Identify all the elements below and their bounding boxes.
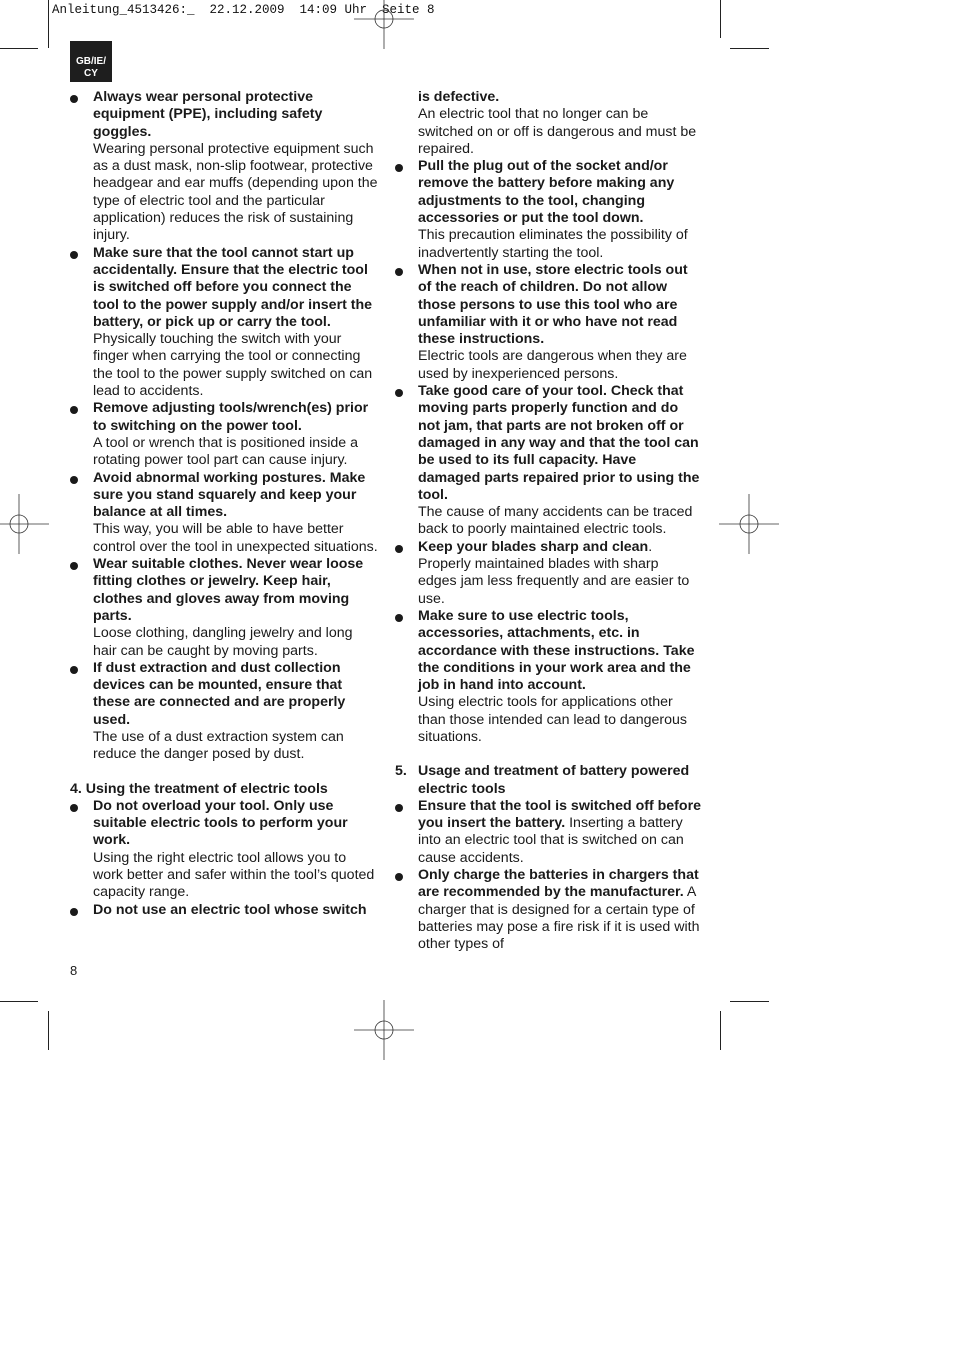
item-heading: Always wear personal protective equipment (PPE), including safety goggles. xyxy=(93,89,323,140)
bullet-icon xyxy=(70,251,78,259)
list-item xyxy=(70,470,378,556)
section-title: Usage and treatment of battery powered electric tools xyxy=(418,763,690,797)
bullet-icon xyxy=(70,476,78,484)
language-badge xyxy=(70,41,112,82)
item-heading: When not in use, store electric tools out of the reach of children. Do not allow those persons to use this tool who are unfamiliar with it or who have not read these instructions. xyxy=(418,261,688,348)
bullet-icon xyxy=(70,406,78,414)
item-text: Wearing personal protective equipment such as a dust mask, non-slip footwear, protective headgear and ear muffs (depending upon the type of electric tool and the particular application) reduces the risk of sustaining injury. xyxy=(93,140,378,244)
item-heading: Take good care of your tool. Check that moving parts properly function and do not jam, that parts are not broken off or damaged in any way and that the tool can be used to its full capacity. Have damaged parts repaired prior to using the tool. xyxy=(418,383,700,503)
item-text: The cause of many accidents can be traced back to poorly maintained electric tools. xyxy=(418,504,693,538)
bullet-icon xyxy=(70,95,78,103)
language-badge-line: CY xyxy=(84,68,98,79)
item-heading: Do not overload your tool. Only use suitable electric tools to perform your work. xyxy=(93,797,348,849)
item-heading: Avoid abnormal working postures. Make sure you stand squarely and keep your balance at all times. xyxy=(93,469,366,521)
crop-mark xyxy=(0,48,38,49)
registration-mark-icon xyxy=(719,494,779,554)
bullet-icon xyxy=(395,804,403,812)
list-item xyxy=(70,89,378,245)
item-text: Using the right electric tool allows you to work better and safer within the tool’s quoted capacity range. xyxy=(93,849,375,901)
registration-mark-icon xyxy=(354,1000,414,1060)
item-heading: Make sure to use electric tools, accessories, attachments, etc. in accordance with these instructions. Take the conditions in your work area and the job in hand into account. xyxy=(418,607,695,694)
item-text: Using electric tools for applications other than those intended can lead to dangerous situations. xyxy=(418,694,687,745)
item-heading: Make sure that the tool cannot start up accidentally. Ensure that the electric tool is switched off before you connect the tool to the power supply and/or insert the battery, or pick up or carry the tool. xyxy=(93,244,373,330)
bullet-icon xyxy=(395,545,403,553)
item-heading: Pull the plug out of the socket and/or remove the battery before making any adjustments to the tool, changing accessories or put the tool down. xyxy=(418,158,675,227)
list-item xyxy=(70,902,378,919)
crop-mark xyxy=(720,1011,721,1050)
item-text: Properly maintained blades with sharp edges jam less frequently and are easier to use. xyxy=(418,556,690,607)
bullet-icon xyxy=(70,908,78,916)
list-item xyxy=(70,245,378,401)
item-heading-suffix: . xyxy=(648,538,653,555)
item-text: A charger that is designed for a certain type of batteries may pose a fire risk if it is used with other types of xyxy=(418,884,700,953)
bullet-icon xyxy=(395,873,403,881)
list-item xyxy=(395,383,701,539)
crop-mark xyxy=(48,0,49,48)
section-number: 5. xyxy=(395,763,407,780)
continuation-heading: is defective. xyxy=(418,89,500,105)
bullet-icon xyxy=(70,562,78,570)
list-item xyxy=(395,798,701,867)
crop-mark xyxy=(730,48,769,49)
bullet-icon xyxy=(395,614,403,622)
language-badge-line: GB/IE/ xyxy=(75,56,106,67)
list-item xyxy=(395,262,701,383)
section-heading: 4. Using the treatment of electric tools xyxy=(70,780,328,797)
item-text: Electric tools are dangerous when they are used by inexperienced persons. xyxy=(418,348,687,382)
registration-mark-icon xyxy=(0,494,49,554)
item-text: Loose clothing, dangling jewelry and long hair can be caught by moving parts. xyxy=(93,625,353,659)
left-column xyxy=(70,89,378,919)
item-text: Inserting a battery into an electric tool that is switched on can cause accidents. xyxy=(418,815,684,866)
list-item xyxy=(395,867,701,953)
print-header: Anleitung_4513426:_ 22.12.2009 14:09 Uhr Seite 8 xyxy=(52,3,435,17)
right-column xyxy=(395,89,701,954)
bullet-icon xyxy=(70,804,78,812)
page-number: 8 xyxy=(70,963,78,978)
list-item xyxy=(70,660,378,764)
bullet-icon xyxy=(70,666,78,674)
item-text: This precaution eliminates the possibility of inadvertently starting the tool. xyxy=(418,227,688,261)
item-heading: Do not use an electric tool whose switch xyxy=(93,901,367,918)
item-text: A tool or wrench that is positioned inside a rotating power tool part can cause injury. xyxy=(93,434,358,469)
item-heading: Remove adjusting tools/wrench(es) prior to switching on the power tool. xyxy=(93,400,369,434)
list-item xyxy=(395,539,701,608)
bullet-icon xyxy=(395,389,403,397)
bullet-icon xyxy=(395,268,403,276)
item-heading: If dust extraction and dust collection devices can be mounted, ensure that these are connected and are properly used. xyxy=(93,659,346,728)
item-text: The use of a dust extraction system can reduce the danger posed by dust. xyxy=(93,728,344,763)
item-text: This way, you will be able to have better control over the tool in unexpected situations. xyxy=(93,521,378,555)
item-heading: Only charge the batteries in chargers that are recommended by the manufacturer. xyxy=(418,867,699,901)
continuation-text: An electric tool that no longer can be switched on or off is dangerous and must be repaired. xyxy=(418,106,697,157)
registration-mark-icon xyxy=(354,0,414,49)
crop-mark xyxy=(48,1011,49,1050)
list-item xyxy=(70,556,378,660)
list-item xyxy=(70,798,378,902)
list-item xyxy=(70,400,378,469)
list-item xyxy=(395,158,701,262)
item-heading: Wear suitable clothes. Never wear loose fitting clothes or jewelry. Keep hair, clothes and gloves away from moving parts. xyxy=(93,556,364,624)
crop-mark xyxy=(0,1001,38,1002)
bullet-icon xyxy=(395,164,403,172)
item-heading: Keep your blades sharp and clean xyxy=(418,538,649,555)
item-text: Physically touching the switch with your finger when carrying the tool or connecting the tool to the power supply switched on can lead to accidents. xyxy=(93,331,373,400)
crop-mark xyxy=(720,0,721,38)
item-heading: Ensure that the tool is switched off before you insert the battery. xyxy=(418,797,701,832)
list-item xyxy=(395,608,701,746)
section-heading xyxy=(395,763,701,798)
crop-mark xyxy=(730,1001,769,1002)
